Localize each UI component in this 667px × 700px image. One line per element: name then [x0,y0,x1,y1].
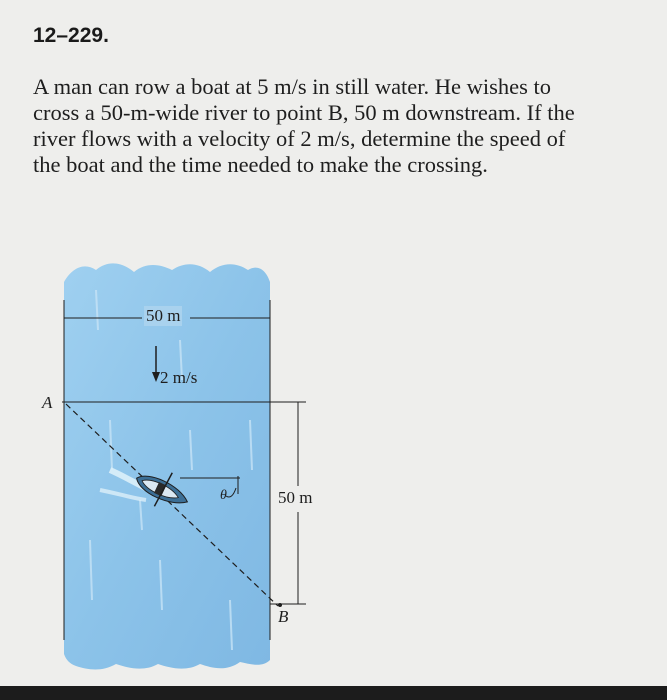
problem-line: cross a 50-m-wide river to point B, 50 m downstream. If the [33,100,575,125]
problem-number: 12–229. [33,24,109,47]
point-b-label: B [278,607,289,626]
river-width-label: 50 m [146,306,181,325]
point-a-label: A [42,393,53,412]
current-velocity-label: 2 m/s [160,368,198,387]
downstream-distance-label: 50 m [278,488,313,507]
bottom-edge [0,686,667,700]
problem-line: river flows with a velocity of 2 m/s, determine the speed of [33,126,566,151]
problem-line: A man can row a boat at 5 m/s in still water. He wishes to [33,74,552,99]
problem-line: the boat and the time needed to make the crossing. [33,152,488,177]
angle-theta-label: θ [220,488,227,503]
